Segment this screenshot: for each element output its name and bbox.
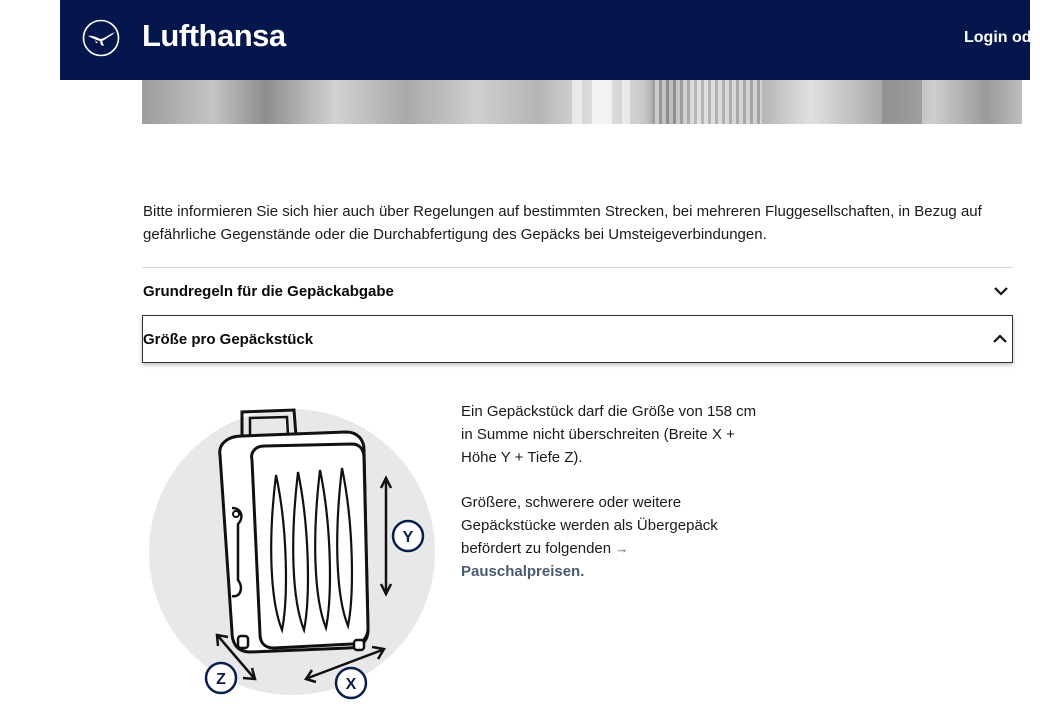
size-description [461,400,761,605]
flat-rate-prices-link[interactable]: Pauschalpreisen. [461,563,585,580]
lufthansa-crane-logo-icon[interactable] [82,19,120,57]
chevron-down-icon [993,283,1009,299]
suitcase-dimensions-illustration [146,400,442,700]
chevron-up-icon [992,331,1008,347]
dimension-label-z: Z [216,671,226,688]
hero-image [142,80,1022,124]
accordion-item-baggage-rules[interactable] [142,268,1013,314]
dimension-label-x: X [345,676,357,693]
intro-text: Bitte informieren Sie sich hier auch über Regelungen auf bestimmten Strecken, bei mehreren Fluggesellschaften, in Bezug auf gefährliche Gegenstände oder die Durchabfertigung des Gepäcks bei Umsteigeverbindungen. [143,203,982,243]
accordion-title: Größe pro Gepäckstück [143,330,314,348]
dimension-label-y: Y [402,529,414,546]
accordion-item-size-per-piece[interactable] [142,315,1013,363]
login-link[interactable]: Login ode [964,29,1040,46]
accordion-title: Grundregeln für die Gepäckabgabe [143,282,394,300]
brand-name[interactable]: Lufthansa [142,18,286,53]
site-header [60,0,1040,80]
size-limit-text: Ein Gepäckstück darf die Größe von 158 cm in Summe nicht überschreiten (Breite X + Höhe Y + Tiefe Z). [461,403,757,466]
excess-baggage-prefix: Größere, schwerere oder weitere Gepäckstücke werden als Übergepäck befördert zu folgenden [461,494,718,557]
excess-baggage-text [461,491,761,583]
arrow-right-icon: → [615,541,629,556]
